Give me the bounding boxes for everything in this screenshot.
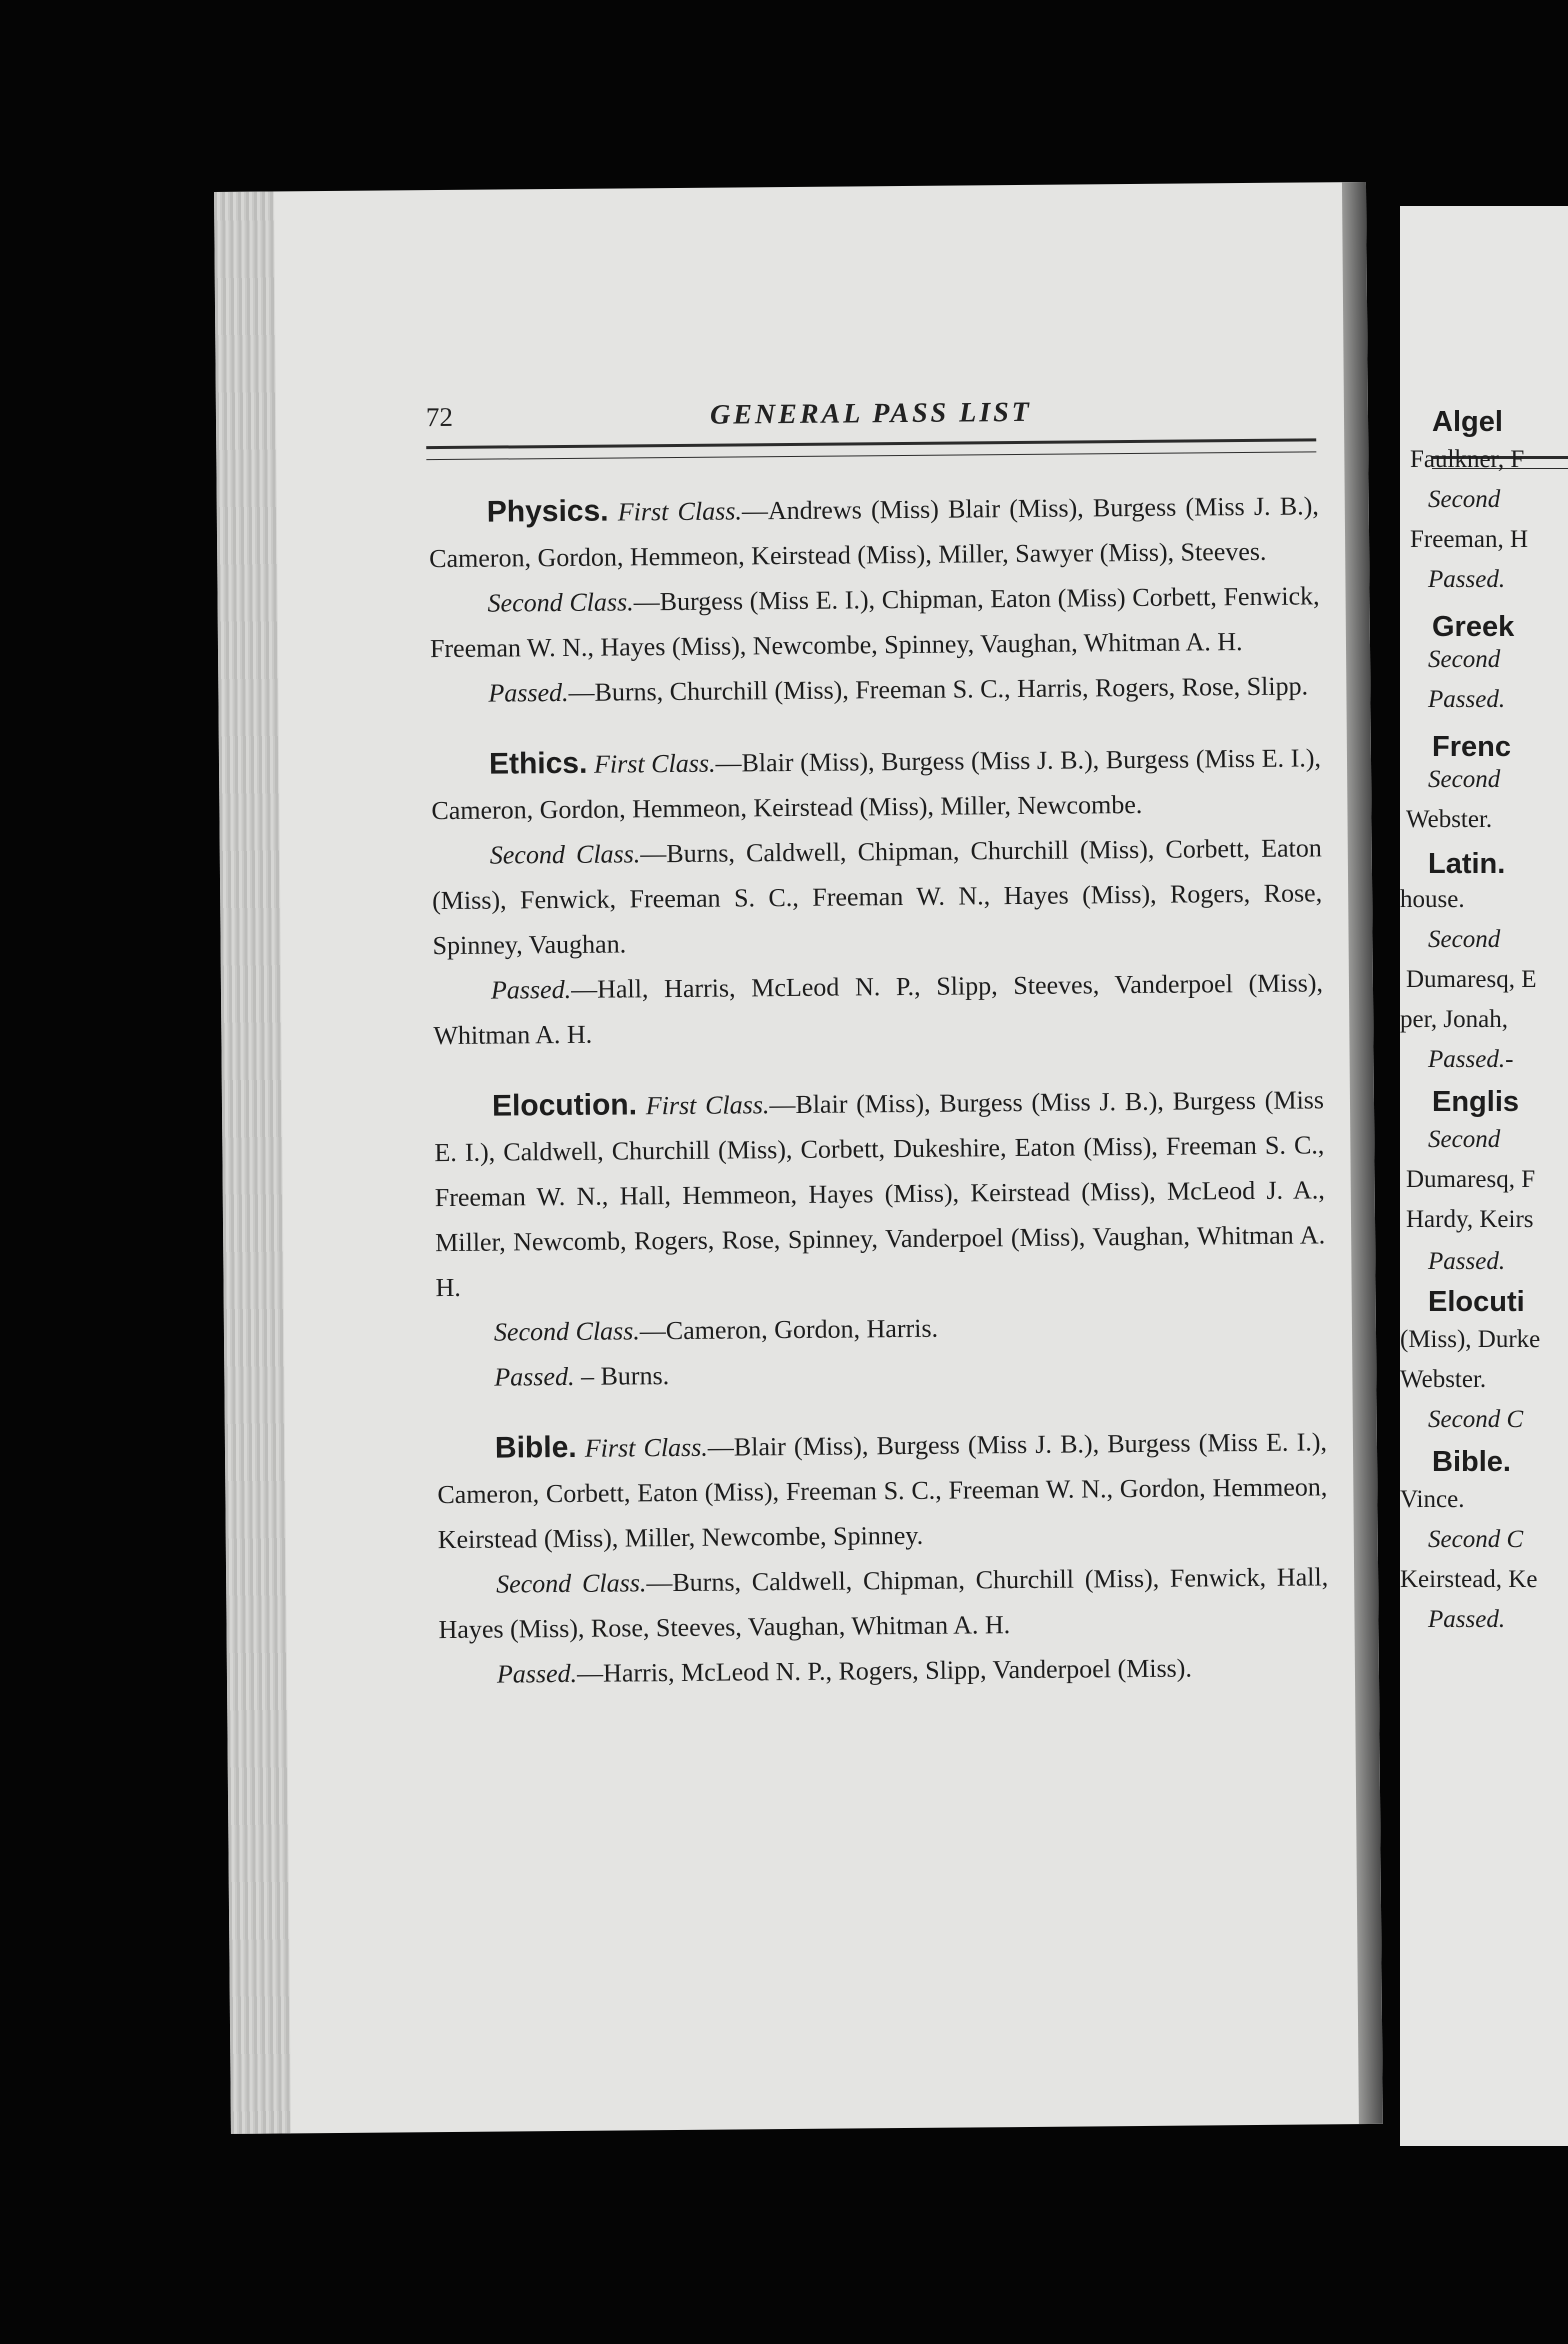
right-subject-fragment: Englis xyxy=(1432,1086,1520,1118)
class-label: First Class. xyxy=(593,748,716,779)
subject-section xyxy=(434,1076,1327,1400)
pass-list-content xyxy=(429,482,1330,1723)
student-names: —Blair (Miss), Burgess (Miss J. B.), Burgess (Miss E. I.), Cameron, Corbett, Eaton (Miss), Freeman S. C., Freeman W. N., Gordon, Hemmeon, Keirstead (Miss), Miller, Newcombe, Spinney. xyxy=(437,1427,1328,1555)
class-label: First Class. xyxy=(617,496,743,527)
class-label: Passed. xyxy=(494,1361,575,1392)
right-text-fragment: Dumaresq, E xyxy=(1406,966,1537,993)
class-label: First Class. xyxy=(645,1090,770,1121)
right-text-fragment: Vince. xyxy=(1400,1486,1465,1513)
subject-heading: Bible. xyxy=(494,1430,577,1465)
class-label: Passed. xyxy=(488,677,569,708)
right-text-fragment: Second xyxy=(1428,766,1501,793)
left-page xyxy=(214,182,1383,2134)
right-text-fragment: Freeman, H xyxy=(1410,526,1529,553)
right-text-fragment: Dumaresq, F xyxy=(1406,1166,1536,1193)
class-paragraph xyxy=(429,573,1320,671)
subject-heading: Physics. xyxy=(486,494,609,529)
class-label: First Class. xyxy=(584,1432,708,1463)
running-title: GENERAL PASS LIST xyxy=(709,396,1032,431)
student-names: —Hall, Harris, McLeod N. P., Slipp, Steeves, Vanderpoel (Miss), Whitman A. H. xyxy=(433,968,1324,1051)
page-header xyxy=(425,394,1316,433)
class-paragraph xyxy=(433,960,1324,1058)
right-text-fragment: Second xyxy=(1428,486,1501,513)
right-text-fragment: Second xyxy=(1428,926,1501,953)
right-text-fragment: Faulkner, F xyxy=(1410,446,1525,473)
student-names: —Blair (Miss), Burgess (Miss J. B.), Burgess (Miss E. I.), Caldwell, Churchill (Miss), Corbett, Dukeshire, Eaton (Miss), Freeman S. C., Freeman W. N., Hall, Hemmeon, Hayes (Miss), Keirstead (Miss), McLeod J. A., Miller, Newcomb, Rogers, Rose, Spinney, Vanderpoel (Miss), Vaughan, Whitman A. H. xyxy=(434,1085,1326,1303)
right-subject-fragment: Algel xyxy=(1432,406,1503,438)
subject-section xyxy=(437,1418,1329,1697)
student-names: —Cameron, Gordon, Harris. xyxy=(639,1313,939,1346)
right-text-fragment: Keirstead, Ke xyxy=(1400,1566,1538,1593)
right-text-fragment: Passed. xyxy=(1428,686,1506,713)
right-text-fragment: Second xyxy=(1428,646,1501,673)
subject-section xyxy=(429,482,1321,716)
class-label: Passed. xyxy=(490,974,572,1005)
class-label: Second Class. xyxy=(496,1568,647,1599)
book-gutter xyxy=(1342,182,1383,2124)
class-label: Passed. xyxy=(496,1658,578,1689)
student-names: —Burns, Churchill (Miss), Freeman S. C., Harris, Rogers, Rose, Slipp. xyxy=(568,671,1309,707)
class-paragraph xyxy=(434,1076,1326,1310)
right-text-fragment: Second C xyxy=(1428,1526,1524,1553)
right-text-fragment: Passed. xyxy=(1428,1606,1506,1633)
right-subject-fragment: Greek xyxy=(1432,611,1515,643)
student-names: —Burns, Caldwell, Chipman, Churchill (Miss), Fenwick, Hall, Hayes (Miss), Rose, Steeves, Vaughan, Whitman A. H. xyxy=(438,1562,1329,1645)
right-text-fragment: house. xyxy=(1400,886,1465,913)
class-paragraph xyxy=(431,734,1322,833)
right-text-fragment: Second C xyxy=(1428,1406,1524,1433)
right-text-fragment: Passed. xyxy=(1428,1248,1506,1275)
class-paragraph xyxy=(430,663,1320,716)
right-text-fragment: per, Jonah, xyxy=(1400,1006,1508,1033)
student-names: —Burgess (Miss E. I.), Chipman, Eaton (Miss) Corbett, Fenwick, Freeman W. N., Hayes (Miss), Newcombe, Spinney, Vaughan, Whitman A. H. xyxy=(429,581,1320,664)
class-paragraph xyxy=(429,482,1320,581)
class-label: Second Class. xyxy=(493,1316,640,1347)
class-paragraph xyxy=(438,1554,1329,1652)
student-names: —Burns, Caldwell, Chipman, Churchill (Miss), Corbett, Eaton (Miss), Fenwick, Freeman S. C., Freeman W. N., Hayes (Miss), Rogers, Rose, Spinney, Vaughan. xyxy=(432,833,1323,961)
student-names: —Andrews (Miss) Blair (Miss), Burgess (Miss J. B.), Cameron, Gordon, Hemmeon, Keirstead (Miss), Miller, Sawyer (Miss), Steeves. xyxy=(429,491,1319,574)
class-paragraph xyxy=(436,1302,1326,1355)
right-subject-fragment: Bible. xyxy=(1432,1446,1511,1478)
subject-section xyxy=(431,734,1324,1058)
right-text-fragment: Webster. xyxy=(1400,1366,1487,1393)
right-subject-fragment: Latin. xyxy=(1428,848,1506,880)
page-number: 72 xyxy=(425,401,454,433)
right-text-fragment: Passed. xyxy=(1428,566,1506,593)
class-paragraph xyxy=(437,1418,1328,1562)
right-page xyxy=(1400,206,1568,2146)
right-subject-fragment: Frenc xyxy=(1432,731,1511,763)
page-edges xyxy=(214,191,291,2133)
class-paragraph xyxy=(439,1644,1329,1697)
right-subject-fragment: Elocuti xyxy=(1428,1286,1525,1318)
right-text-fragment: Hardy, Keirs xyxy=(1406,1206,1534,1233)
class-paragraph xyxy=(432,825,1323,968)
subject-heading: Ethics. xyxy=(488,746,588,781)
right-text-fragment: (Miss), Durke xyxy=(1400,1326,1541,1353)
class-label: Second Class. xyxy=(489,839,641,870)
class-paragraph xyxy=(436,1347,1326,1400)
header-rule xyxy=(426,438,1316,460)
right-text-fragment: Second xyxy=(1428,1126,1501,1153)
right-text-fragment: Passed.- xyxy=(1428,1046,1514,1073)
student-names: – Burns. xyxy=(574,1361,670,1391)
class-label: Second Class. xyxy=(487,587,634,618)
subject-heading: Elocution. xyxy=(491,1088,638,1123)
right-text-fragment: Webster. xyxy=(1406,806,1493,833)
student-names: —Blair (Miss), Burgess (Miss J. B.), Burgess (Miss E. I.), Cameron, Gordon, Hemmeon, Keirstead (Miss), Miller, Newcombe. xyxy=(431,743,1322,826)
student-names: —Harris, McLeod N. P., Rogers, Slipp, Vanderpoel (Miss). xyxy=(576,1653,1193,1688)
